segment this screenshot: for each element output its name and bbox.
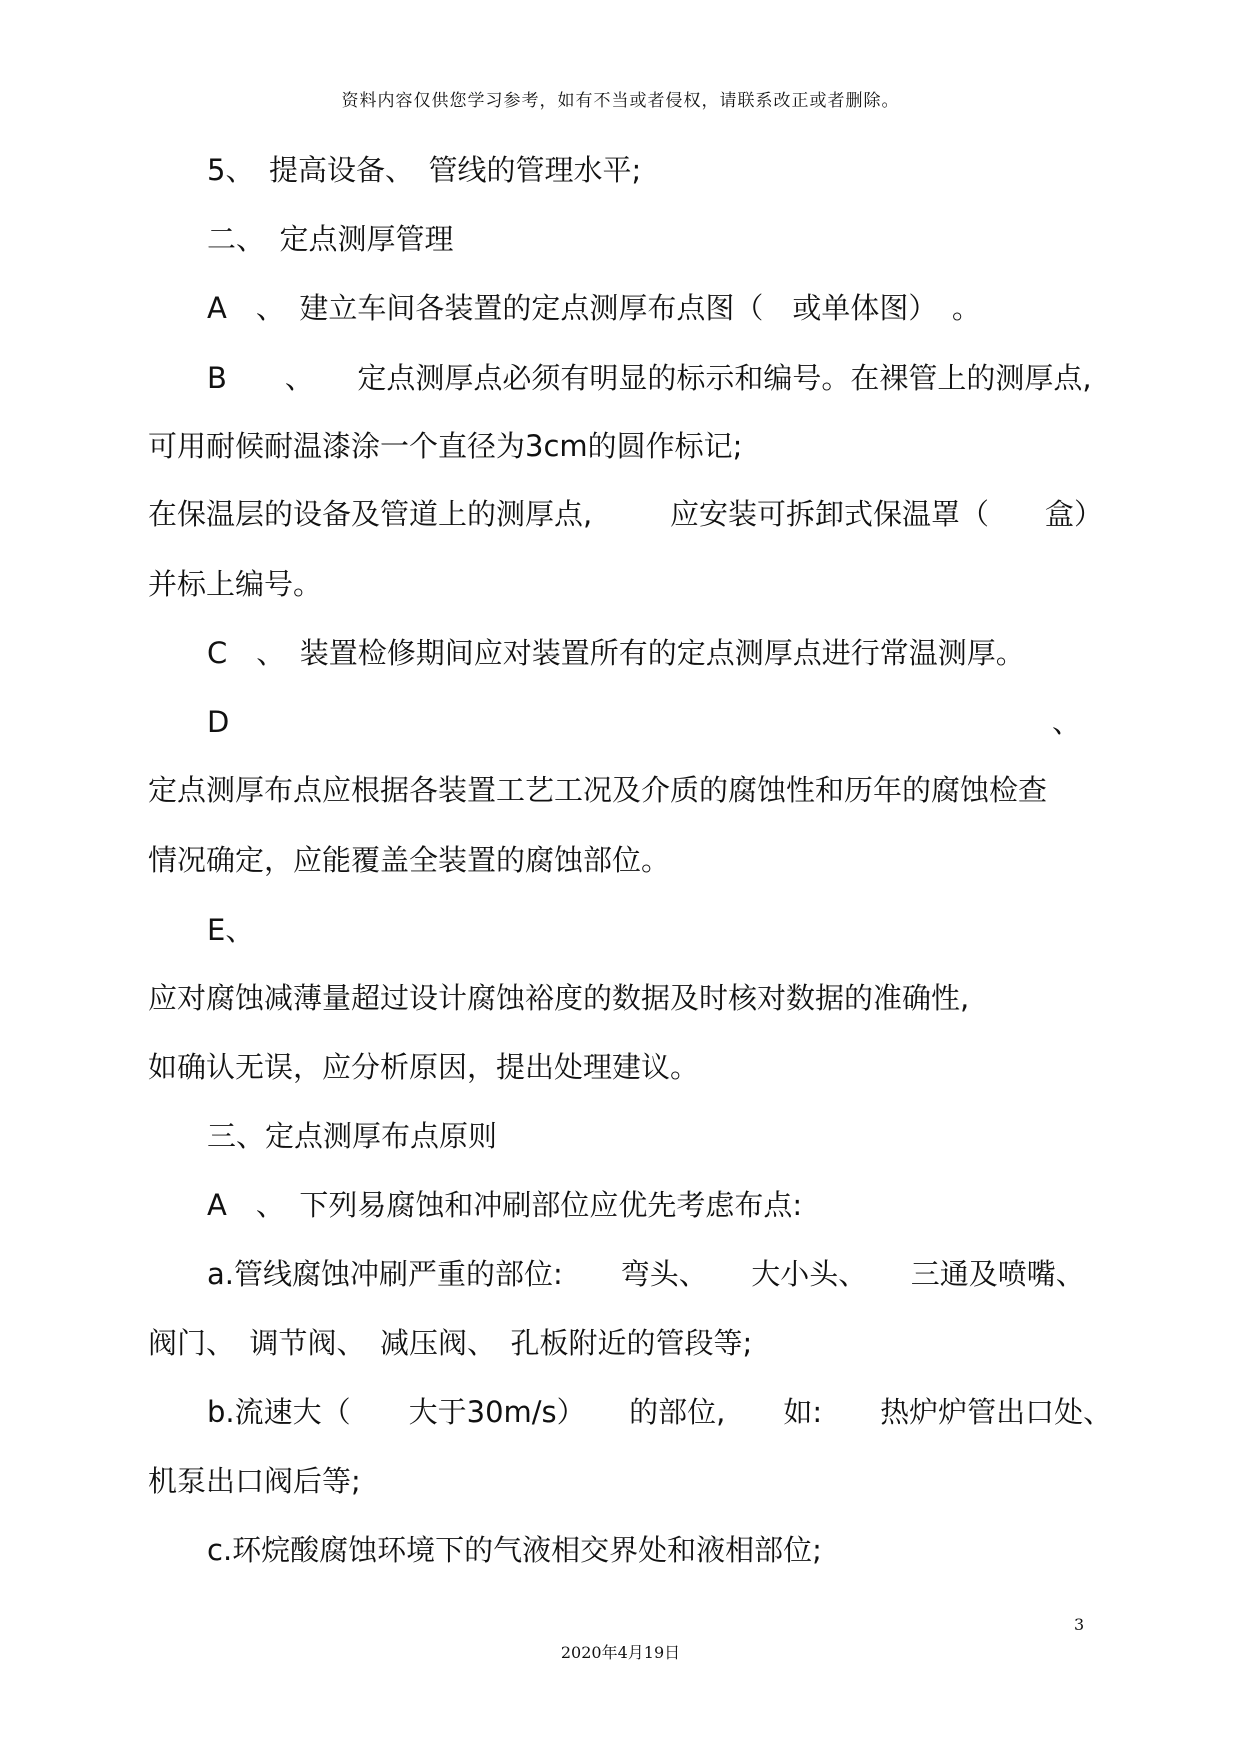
text-line: b.流速大（ 大于30m/s） 的部位, 如: 热炉炉管出口处、: [207, 1395, 1113, 1429]
section-heading: 三、定点测厚布点原则: [207, 1119, 498, 1153]
text-line: c.环烷酸腐蚀环境下的气液相交界处和液相部位;: [207, 1533, 822, 1567]
page-header: 资料内容仅供您学习参考，如有不当或者侵权，请联系改正或者删除。: [341, 91, 900, 111]
text-line: 阀门、 调节阀、 减压阀、 孔板附近的管段等;: [148, 1326, 753, 1360]
text-line: D: [207, 705, 230, 739]
text-line: 可用耐候耐温漆涂一个直径为3cm的圆作标记;: [148, 429, 743, 463]
footer-date: 2020年4月19日: [560, 1643, 681, 1662]
text-line: a.管线腐蚀冲刷严重的部位: 弯头、 大小头、 三通及喷嘴、: [207, 1257, 1085, 1291]
section-heading: 二、 定点测厚管理: [207, 222, 454, 256]
text-line: 并标上编号。: [148, 567, 323, 601]
text-line: 5、 提高设备、 管线的管理水平;: [207, 153, 642, 187]
text-line: 如确认无误，应分析原因，提出处理建议。: [148, 1050, 700, 1084]
text-line: 定点测厚布点应根据各装置工艺工况及介质的腐蚀性和历年的腐蚀检查: [148, 773, 1048, 807]
text-line: A 、 下列易腐蚀和冲刷部位应优先考虑布点:: [207, 1188, 803, 1222]
text-line: 、: [1052, 705, 1082, 739]
text-line: B 、 定点测厚点必须有明显的标示和编号。在裸管上的测厚点,: [207, 361, 1092, 395]
text-line: A 、 建立车间各装置的定点测厚布点图（ 或单体图） 。: [207, 291, 981, 325]
text-line: C 、 装置检修期间应对装置所有的定点测厚点进行常温测厚。: [207, 636, 1025, 670]
page-number: 3: [1074, 1615, 1085, 1634]
text-line: 应对腐蚀减薄量超过设计腐蚀裕度的数据及时核对数据的准确性,: [148, 981, 970, 1015]
text-line: 情况确定，应能覆盖全装置的腐蚀部位。: [148, 843, 671, 877]
text-line: 盒）: [1045, 497, 1104, 531]
text-line: E、: [207, 913, 255, 947]
text-line: 机泵出口阀后等;: [148, 1464, 361, 1498]
text-line: 在保温层的设备及管道上的测厚点,: [148, 497, 593, 531]
text-line: 应安装可拆卸式保温罩（: [670, 497, 990, 531]
